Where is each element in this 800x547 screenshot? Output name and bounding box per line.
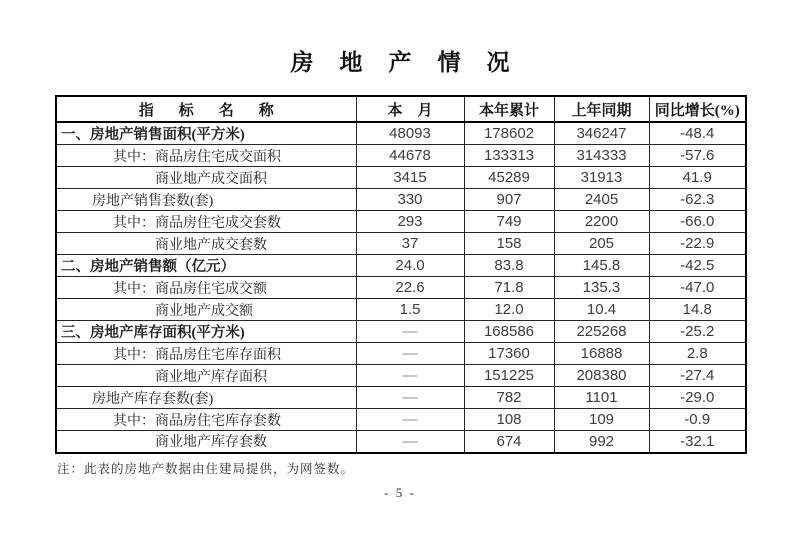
indicator-name-cell: 商业地产成交面积 — [56, 167, 356, 189]
last-year-cell: 992 — [554, 431, 649, 453]
ytd-cell: 674 — [464, 431, 554, 453]
this-month-cell: 37 — [356, 233, 464, 255]
indicator-name-cell: 其中：商品房住宅库存面积 — [56, 343, 356, 365]
table-header — [56, 96, 746, 122]
indicator-name-cell: 房地产库存套数(套) — [56, 387, 356, 409]
last-year-cell: 314333 — [554, 145, 649, 167]
yoy-cell: -47.0 — [649, 277, 746, 299]
indicator-name-cell: 商业地产库存套数 — [56, 431, 356, 453]
yoy-cell: -25.2 — [649, 321, 746, 343]
indicator-name-cell: 三、房地产库存面积(平方米) — [56, 321, 356, 343]
indicator-name-cell: 其中：商品房住宅成交面积 — [56, 145, 356, 167]
this-month-cell: 22.6 — [356, 277, 464, 299]
this-month-cell: 293 — [356, 211, 464, 233]
header-yoy-growth: 同比增长(%) — [649, 96, 746, 122]
table-row — [56, 387, 746, 409]
indicator-name-cell: 二、房地产销售额（亿元） — [56, 255, 356, 277]
ytd-cell: 168586 — [464, 321, 554, 343]
indicator-name-cell: 其中：商品房住宅成交套数 — [56, 211, 356, 233]
table-row — [56, 343, 746, 365]
this-month-cell: — — [356, 321, 464, 343]
yoy-cell: -66.0 — [649, 211, 746, 233]
ytd-cell: 71.8 — [464, 277, 554, 299]
ytd-cell: 151225 — [464, 365, 554, 387]
indicator-name-cell: 商业地产库存面积 — [56, 365, 356, 387]
this-month-cell: — — [356, 365, 464, 387]
table-row — [56, 145, 746, 167]
yoy-cell: -32.1 — [649, 431, 746, 453]
last-year-cell: 225268 — [554, 321, 649, 343]
last-year-cell: 10.4 — [554, 299, 649, 321]
table-header-row — [56, 96, 746, 122]
last-year-cell: 109 — [554, 409, 649, 431]
ytd-cell: 45289 — [464, 167, 554, 189]
table-row — [56, 255, 746, 277]
last-year-cell: 346247 — [554, 122, 649, 145]
table-row — [56, 233, 746, 255]
table-row — [56, 431, 746, 453]
yoy-cell: -42.5 — [649, 255, 746, 277]
this-month-cell: — — [356, 387, 464, 409]
ytd-cell: 83.8 — [464, 255, 554, 277]
this-month-cell: 1.5 — [356, 299, 464, 321]
this-month-cell: 330 — [356, 189, 464, 211]
this-month-cell: — — [356, 431, 464, 453]
indicator-name-cell: 房地产销售套数(套) — [56, 189, 356, 211]
ytd-cell: 108 — [464, 409, 554, 431]
last-year-cell: 205 — [554, 233, 649, 255]
ytd-cell: 12.0 — [464, 299, 554, 321]
yoy-cell: -0.9 — [649, 409, 746, 431]
this-month-cell: 44678 — [356, 145, 464, 167]
yoy-cell: -22.9 — [649, 233, 746, 255]
yoy-cell: -29.0 — [649, 387, 746, 409]
ytd-cell: 782 — [464, 387, 554, 409]
last-year-cell: 16888 — [554, 343, 649, 365]
table-row — [56, 409, 746, 431]
header-indicator-name: 指标名称 — [56, 96, 356, 122]
ytd-cell: 133313 — [464, 145, 554, 167]
ytd-cell: 907 — [464, 189, 554, 211]
footnote: 注：此表的房地产数据由住建局提供，为网签数。 — [57, 462, 355, 476]
page-title: 房地产情况 — [290, 50, 536, 75]
table-row — [56, 365, 746, 387]
yoy-cell: 14.8 — [649, 299, 746, 321]
this-month-cell: 3415 — [356, 167, 464, 189]
yoy-cell: 41.9 — [649, 167, 746, 189]
table-row — [56, 122, 746, 145]
indicator-name-cell: 一、房地产销售面积(平方米) — [56, 122, 356, 145]
header-ytd: 本年累计 — [464, 96, 554, 122]
table-row — [56, 277, 746, 299]
ytd-cell: 158 — [464, 233, 554, 255]
table-row — [56, 189, 746, 211]
last-year-cell: 135.3 — [554, 277, 649, 299]
this-month-cell: 24.0 — [356, 255, 464, 277]
last-year-cell: 2405 — [554, 189, 649, 211]
header-this-month: 本月 — [356, 96, 464, 122]
last-year-cell: 31913 — [554, 167, 649, 189]
yoy-cell: -48.4 — [649, 122, 746, 145]
indicator-name-cell: 其中：商品房住宅成交额 — [56, 277, 356, 299]
last-year-cell: 208380 — [554, 365, 649, 387]
ytd-cell: 17360 — [464, 343, 554, 365]
yoy-cell: 2.8 — [649, 343, 746, 365]
table-row — [56, 211, 746, 233]
page-number: - 5 - — [384, 485, 416, 500]
table-row — [56, 299, 746, 321]
header-last-year: 上年同期 — [554, 96, 649, 122]
indicator-name-cell: 商业地产成交套数 — [56, 233, 356, 255]
last-year-cell: 145.8 — [554, 255, 649, 277]
last-year-cell: 1101 — [554, 387, 649, 409]
indicator-name-cell: 其中：商品房住宅库存套数 — [56, 409, 356, 431]
this-month-cell: — — [356, 343, 464, 365]
indicator-name-cell: 商业地产成交额 — [56, 299, 356, 321]
table-row — [56, 321, 746, 343]
yoy-cell: -57.6 — [649, 145, 746, 167]
table-body — [56, 122, 746, 453]
ytd-cell: 178602 — [464, 122, 554, 145]
ytd-cell: 749 — [464, 211, 554, 233]
real-estate-table — [55, 95, 747, 454]
yoy-cell: -62.3 — [649, 189, 746, 211]
this-month-cell: — — [356, 409, 464, 431]
this-month-cell: 48093 — [356, 122, 464, 145]
yoy-cell: -27.4 — [649, 365, 746, 387]
last-year-cell: 2200 — [554, 211, 649, 233]
table-row — [56, 167, 746, 189]
